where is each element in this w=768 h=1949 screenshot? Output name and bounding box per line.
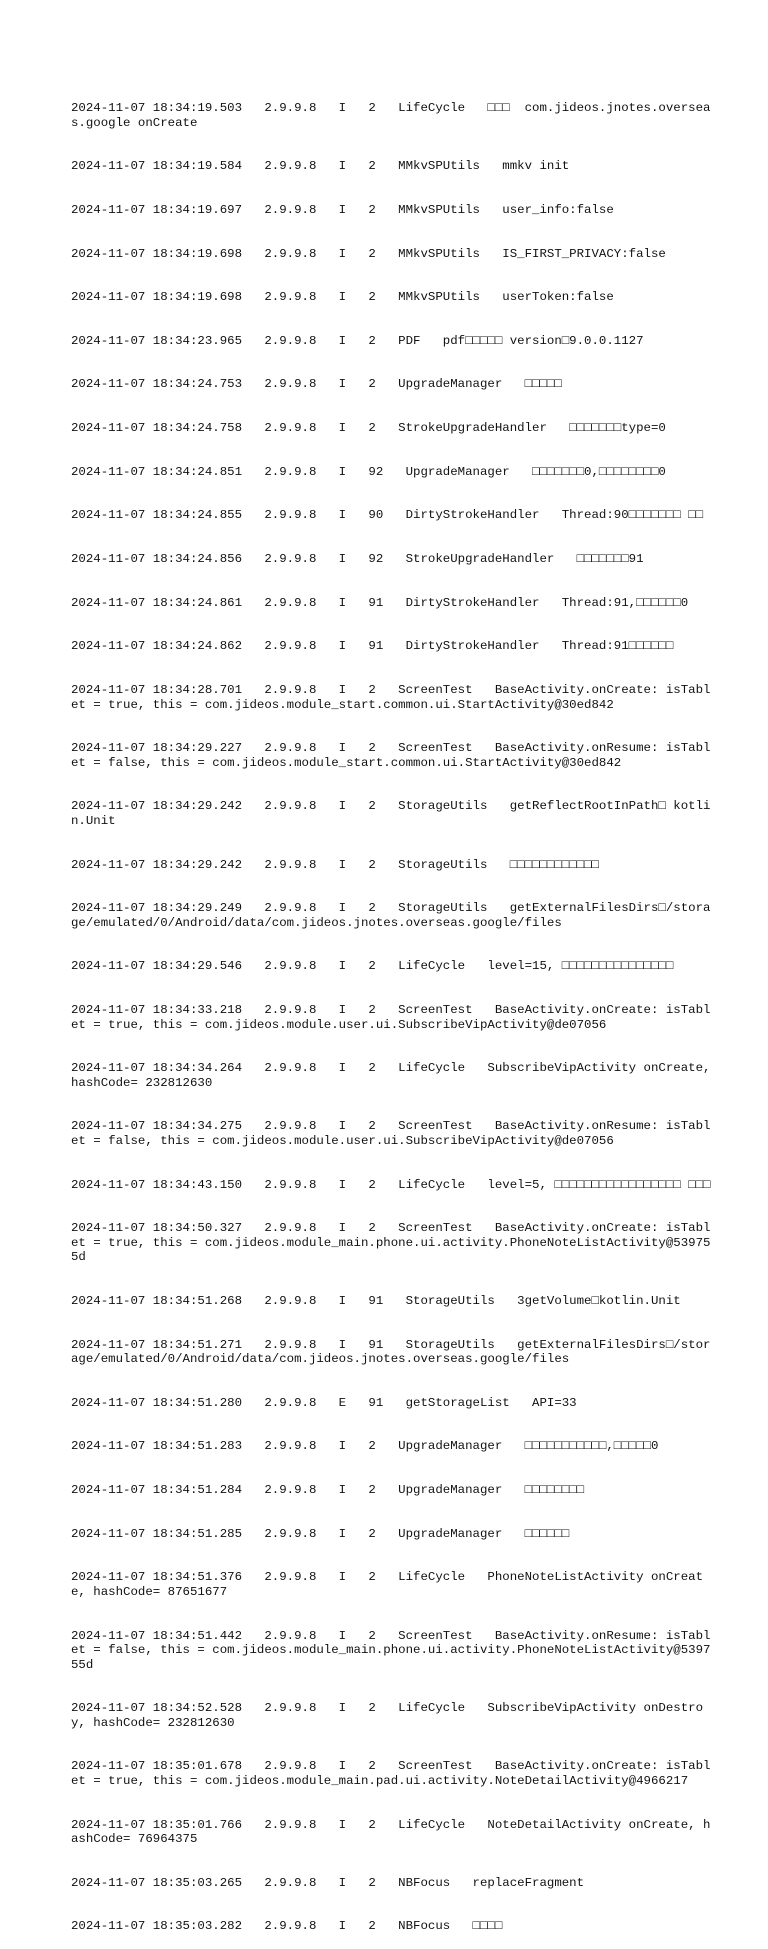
log-line: 2024-11-07 18:34:51.284 2.9.9.8 I 2 UpgradeManager □□□□□□□□ — [71, 1483, 585, 1498]
log-line: 2024-11-07 18:34:50.327 2.9.9.8 I 2 ScreenTest BaseActivity.onCreate: isTablet = true, this = com.jideos.module_main.phone.ui.activity.PhoneNoteListActivity@539755d — [71, 1221, 711, 1265]
log-line: 2024-11-07 18:34:23.965 2.9.9.8 I 2 PDF pdf□□□□□ version□9.0.0.1127 — [71, 333, 644, 348]
log-line: 2024-11-07 18:34:29.546 2.9.9.8 I 2 LifeCycle level=15, □□□□□□□□□□□□□□□ — [71, 959, 674, 974]
log-line: 2024-11-07 18:34:19.584 2.9.9.8 I 2 MMkvSPUtils mmkv init — [71, 159, 570, 174]
log-line: 2024-11-07 18:34:34.264 2.9.9.8 I 2 LifeCycle SubscribeVipActivity onCreate, hashCode= 232812630 — [71, 1061, 718, 1090]
log-line: 2024-11-07 18:34:24.861 2.9.9.8 I 91 DirtyStrokeHandler Thread:91,□□□□□□0 — [71, 595, 689, 610]
log-line: 2024-11-07 18:34:24.856 2.9.9.8 I 92 StrokeUpgradeHandler □□□□□□□91 — [71, 552, 644, 567]
log-line: 2024-11-07 18:34:24.758 2.9.9.8 I 2 StrokeUpgradeHandler □□□□□□□type=0 — [71, 421, 666, 436]
log-line: 2024-11-07 18:34:51.280 2.9.9.8 E 91 getStorageList API=33 — [71, 1395, 577, 1410]
log-line: 2024-11-07 18:34:28.701 2.9.9.8 I 2 ScreenTest BaseActivity.onCreate: isTablet = true, this = com.jideos.module_start.common.ui.StartActivity@30ed842 — [71, 682, 711, 712]
log-line: 2024-11-07 18:35:03.282 2.9.9.8 I 2 NBFocus □□□□ — [71, 1919, 503, 1934]
log-line: 2024-11-07 18:34:51.271 2.9.9.8 I 91 StorageUtils getExternalFilesDirs□/storage/emulated/0/Android/data/com.jideos.jnotes.overseas.google/files — [71, 1337, 711, 1367]
log-line: 2024-11-07 18:34:19.698 2.9.9.8 I 2 MMkvSPUtils IS_FIRST_PRIVACY:false — [71, 246, 666, 261]
log-line: 2024-11-07 18:34:51.268 2.9.9.8 I 91 StorageUtils 3getVolume□kotlin.Unit — [71, 1293, 681, 1308]
log-line: 2024-11-07 18:34:51.442 2.9.9.8 I 2 ScreenTest BaseActivity.onResume: isTablet = false, this = com.jideos.module_main.phone.ui.activity.PhoneNoteListActivity@539755d — [71, 1628, 711, 1672]
log-line: 2024-11-07 18:34:29.249 2.9.9.8 I 2 StorageUtils getExternalFilesDirs□/storage/emulated/0/Android/data/com.jideos.jnotes.overseas.google/files — [71, 901, 711, 930]
log-line: 2024-11-07 18:35:01.766 2.9.9.8 I 2 LifeCycle NoteDetailActivity onCreate, hashCode= 76964375 — [71, 1817, 711, 1847]
log-line: 2024-11-07 18:34:19.697 2.9.9.8 I 2 MMkvSPUtils user_info:false — [71, 202, 614, 217]
log-line: 2024-11-07 18:34:24.862 2.9.9.8 I 91 DirtyStrokeHandler Thread:91□□□□□□ — [71, 639, 674, 654]
log-line: 2024-11-07 18:34:24.855 2.9.9.8 I 90 DirtyStrokeHandler Thread:90□□□□□□□ □□ — [71, 508, 704, 523]
log-line: 2024-11-07 18:34:52.528 2.9.9.8 I 2 LifeCycle SubscribeVipActivity onDestroy, hashCode= 232812630 — [71, 1701, 704, 1730]
log-text — [71, 72, 718, 1949]
log-line: 2024-11-07 18:34:29.227 2.9.9.8 I 2 ScreenTest BaseActivity.onResume: isTablet = false, this = com.jideos.module_start.common.ui.StartActivity@30ed842 — [71, 741, 711, 770]
log-line: 2024-11-07 18:34:34.275 2.9.9.8 I 2 ScreenTest BaseActivity.onResume: isTablet = false, this = com.jideos.module.user.ui.SubscribeVipActivity@de07056 — [71, 1119, 711, 1148]
log-line: 2024-11-07 18:34:51.285 2.9.9.8 I 2 UpgradeManager □□□□□□ — [71, 1526, 570, 1541]
log-line: 2024-11-07 18:34:29.242 2.9.9.8 I 2 StorageUtils getReflectRootInPath□ kotlin.Unit — [71, 799, 711, 828]
log-line: 2024-11-07 18:34:43.150 2.9.9.8 I 2 LifeCycle level=5, □□□□□□□□□□□□□□□□□ □□□ — [71, 1177, 711, 1192]
log-line: 2024-11-07 18:34:29.242 2.9.9.8 I 2 StorageUtils □□□□□□□□□□□□ — [71, 857, 599, 872]
log-line: 2024-11-07 18:34:24.851 2.9.9.8 I 92 UpgradeManager □□□□□□□0,□□□□□□□□0 — [71, 464, 666, 479]
log-line: 2024-11-07 18:35:01.678 2.9.9.8 I 2 ScreenTest BaseActivity.onCreate: isTablet = true, this = com.jideos.module_main.pad.ui.activity.NoteDetailActivity@4966217 — [71, 1759, 711, 1788]
log-line: 2024-11-07 18:34:19.503 2.9.9.8 I 2 LifeCycle □□□ com.jideos.jnotes.overseas.google onCreate — [71, 101, 711, 130]
log-line: 2024-11-07 18:34:19.698 2.9.9.8 I 2 MMkvSPUtils userToken:false — [71, 290, 614, 305]
log-line: 2024-11-07 18:34:51.376 2.9.9.8 I 2 LifeCycle PhoneNoteListActivity onCreate, hashCode= 87651677 — [71, 1570, 704, 1599]
log-line: 2024-11-07 18:34:33.218 2.9.9.8 I 2 ScreenTest BaseActivity.onCreate: isTablet = true, this = com.jideos.module.user.ui.SubscribeVipActivity@de07056 — [71, 1003, 711, 1032]
log-line: 2024-11-07 18:34:24.753 2.9.9.8 I 2 UpgradeManager □□□□□ — [71, 377, 562, 392]
log-line: 2024-11-07 18:34:51.283 2.9.9.8 I 2 UpgradeManager □□□□□□□□□□□,□□□□□0 — [71, 1439, 659, 1454]
log-line: 2024-11-07 18:35:03.265 2.9.9.8 I 2 NBFocus replaceFragment — [71, 1875, 585, 1890]
